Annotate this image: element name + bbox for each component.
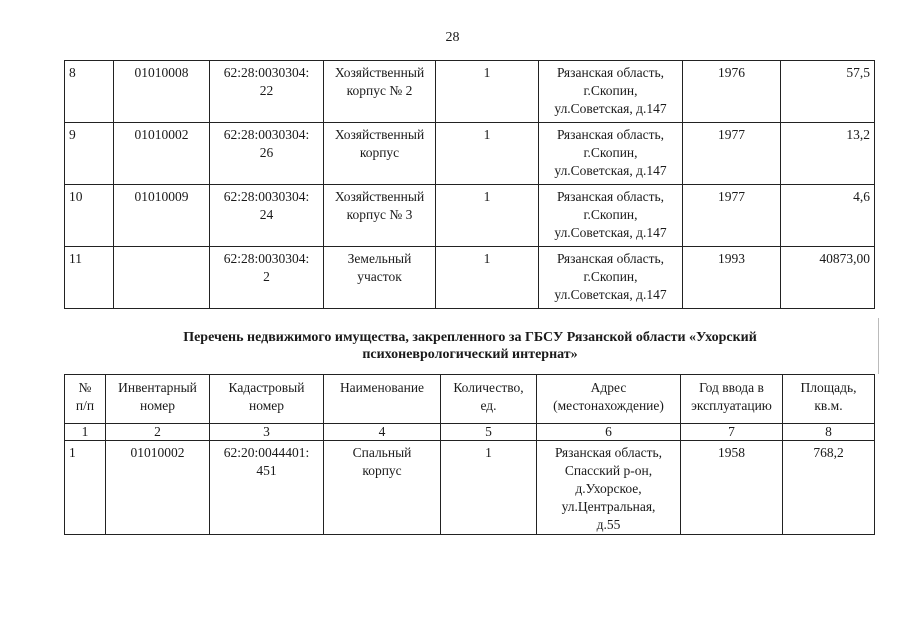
address-cell: Рязанская область, г.Скопин, ул.Советская, д.147 bbox=[539, 185, 683, 247]
table-header-row bbox=[65, 375, 875, 424]
table-row bbox=[65, 247, 875, 309]
year-commissioned-cell: 1993 bbox=[683, 247, 781, 309]
column-header-address: Адрес (местонахождение) bbox=[537, 375, 681, 424]
column-index-cell: 6 bbox=[537, 424, 681, 441]
row-number-cell: 1 bbox=[65, 441, 106, 535]
area-cell: 57,5 bbox=[781, 61, 875, 123]
row-number-cell: 10 bbox=[65, 185, 114, 247]
quantity-cell: 1 bbox=[436, 61, 539, 123]
inventory-number-cell: 01010008 bbox=[114, 61, 210, 123]
property-table bbox=[64, 374, 875, 535]
table-row bbox=[65, 185, 875, 247]
area-cell: 768,2 bbox=[783, 441, 875, 535]
row-number-cell: 8 bbox=[65, 61, 114, 123]
address-cell: Рязанская область, г.Скопин, ул.Советская, д.147 bbox=[539, 61, 683, 123]
top-table-body bbox=[65, 61, 875, 309]
cadastral-number-cell: 62:28:0030304: 24 bbox=[210, 185, 324, 247]
column-index-cell: 5 bbox=[441, 424, 537, 441]
column-index-cell: 2 bbox=[106, 424, 210, 441]
quantity-cell: 1 bbox=[436, 247, 539, 309]
row-number-cell: 9 bbox=[65, 123, 114, 185]
section-heading: Перечень недвижимого имущества, закрепленного за ГБСУ Рязанской области «Ухорский психоневрологический интернат» bbox=[183, 330, 757, 362]
object-name-cell: Хозяйственный корпус bbox=[324, 123, 436, 185]
column-header-quantity: Количество, ед. bbox=[441, 375, 537, 424]
inventory-number-cell: 01010002 bbox=[106, 441, 210, 535]
quantity-cell: 1 bbox=[436, 185, 539, 247]
object-name-cell: Хозяйственный корпус № 2 bbox=[324, 61, 436, 123]
inventory-number-cell: 01010009 bbox=[114, 185, 210, 247]
year-commissioned-cell: 1976 bbox=[683, 61, 781, 123]
column-index-cell: 3 bbox=[210, 424, 324, 441]
table-row bbox=[65, 123, 875, 185]
cadastral-number-cell: 62:28:0030304: 22 bbox=[210, 61, 324, 123]
column-header-row-number: № п/п bbox=[65, 375, 106, 424]
quantity-cell: 1 bbox=[436, 123, 539, 185]
cadastral-number-cell: 62:28:0030304: 26 bbox=[210, 123, 324, 185]
year-commissioned-cell: 1958 bbox=[681, 441, 783, 535]
column-header-cadastral-number: Кадастровый номер bbox=[210, 375, 324, 424]
quantity-cell: 1 bbox=[441, 441, 537, 535]
year-commissioned-cell: 1977 bbox=[683, 123, 781, 185]
address-cell: Рязанская область, Спасский р-он, д.Ухорское, ул.Центральная, д.55 bbox=[537, 441, 681, 535]
area-cell: 40873,00 bbox=[781, 247, 875, 309]
table-row bbox=[65, 441, 875, 535]
column-header-object-name: Наименование bbox=[324, 375, 441, 424]
cadastral-number-cell: 62:20:0044401: 451 bbox=[210, 441, 324, 535]
inventory-number-cell: 01010002 bbox=[114, 123, 210, 185]
table-row bbox=[65, 61, 875, 123]
property-table-continued bbox=[64, 60, 875, 309]
page-number: 28 bbox=[445, 30, 460, 45]
cadastral-number-cell: 62:28:0030304: 2 bbox=[210, 247, 324, 309]
column-header-year-commissioned: Год ввода в эксплуатацию bbox=[681, 375, 783, 424]
area-cell: 4,6 bbox=[781, 185, 875, 247]
column-index-cell: 4 bbox=[324, 424, 441, 441]
address-cell: Рязанская область, г.Скопин, ул.Советская, д.147 bbox=[539, 123, 683, 185]
column-index-row bbox=[65, 424, 875, 441]
object-name-cell: Земельный участок bbox=[324, 247, 436, 309]
object-name-cell: Спальный корпус bbox=[324, 441, 441, 535]
column-index-cell: 7 bbox=[681, 424, 783, 441]
year-commissioned-cell: 1977 bbox=[683, 185, 781, 247]
bottom-table-body bbox=[65, 424, 875, 535]
column-index-cell: 1 bbox=[65, 424, 106, 441]
area-cell: 13,2 bbox=[781, 123, 875, 185]
column-header-inventory-number: Инвентарный номер bbox=[106, 375, 210, 424]
row-number-cell: 11 bbox=[65, 247, 114, 309]
scan-edge-line bbox=[878, 318, 879, 374]
object-name-cell: Хозяйственный корпус № 3 bbox=[324, 185, 436, 247]
column-index-cell: 8 bbox=[783, 424, 875, 441]
inventory-number-cell bbox=[114, 247, 210, 309]
address-cell: Рязанская область, г.Скопин, ул.Советская, д.147 bbox=[539, 247, 683, 309]
column-header-area: Площадь, кв.м. bbox=[783, 375, 875, 424]
